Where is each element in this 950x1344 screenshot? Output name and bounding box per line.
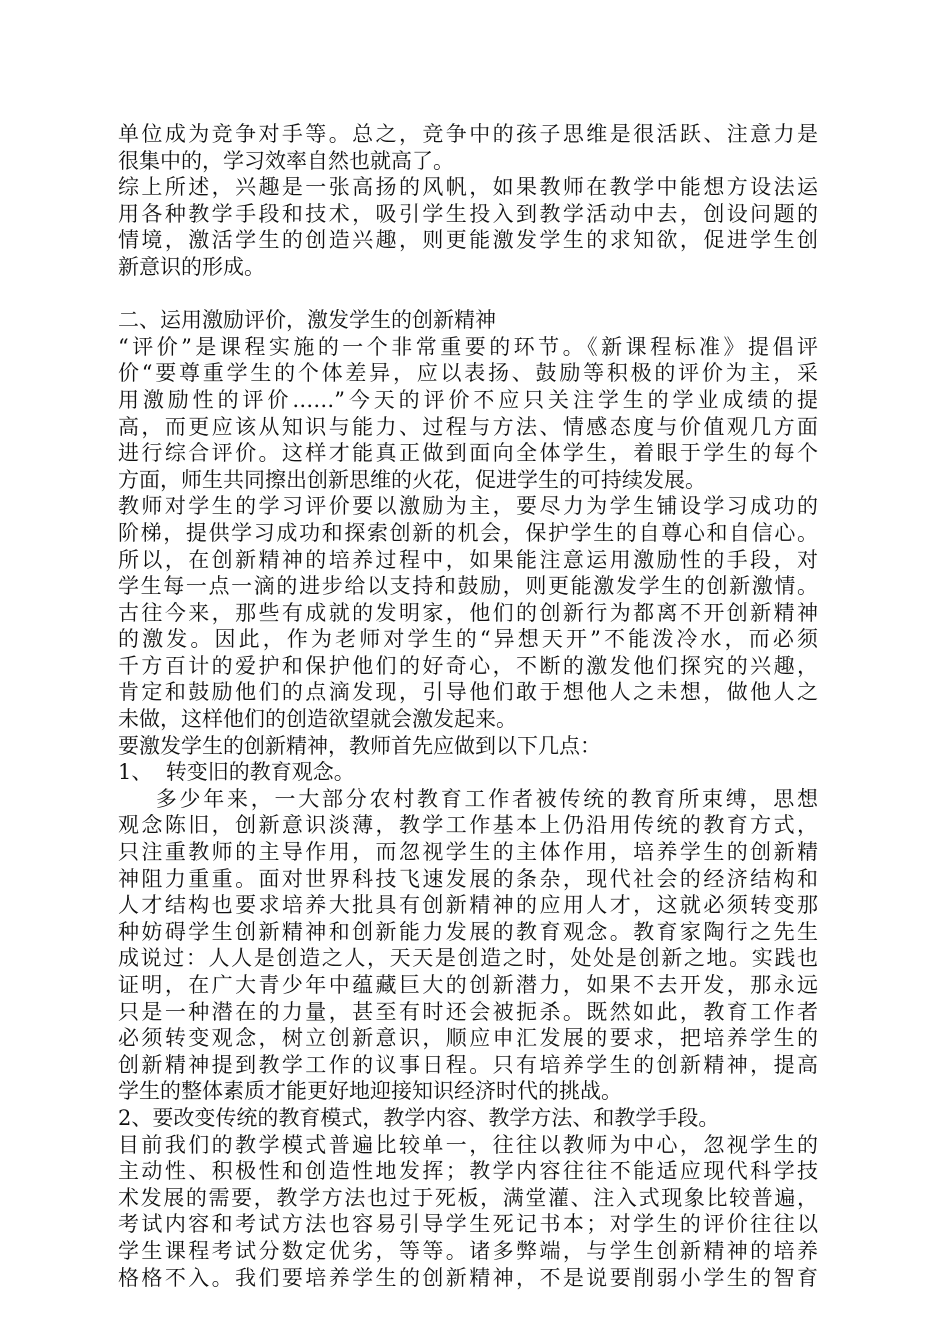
text-line: 创新精神提到教学工作的议事日程。只有培养学生的创新精神，提高 <box>118 1052 818 1077</box>
text-line: 进行综合评价。这样才能真正做到面向全体学生，着眼于学生的每个 <box>118 441 818 466</box>
text-line: 目前我们的教学模式普遍比较单一，往往以教师为中心，忽视学生的 <box>118 1132 818 1157</box>
text-line: 只是一种潜在的力量，甚至有时还会被扼杀。既然如此，教育工作者 <box>118 999 818 1024</box>
text-line: 只注重教师的主导作用，而忽视学生的主体作用，培养学生的创新精 <box>118 840 818 865</box>
text-line: 高，而更应该从知识与能力、过程与方法、情感态度与价值观几方面 <box>118 414 818 439</box>
text-line: 2、要改变传统的教育模式，教学内容、教学方法、和教学手段。 <box>118 1105 720 1130</box>
text-line: 格格不入。我们要培养学生的创新精神，不是说要削弱小学生的智育 <box>118 1265 818 1290</box>
text-line: 很集中的，学习效率自然也就高了。 <box>118 148 454 173</box>
text-line: 证明，在广大青少年中蕴藏巨大的创新潜力，如果不去开发，那永远 <box>118 973 818 997</box>
blank-line <box>118 281 818 308</box>
text-line: 观念陈旧，创新意识淡薄，教学工作基本上仍沿用传统的教育方式， <box>118 813 818 838</box>
text-line: 情境，激活学生的创造兴趣，则更能激发学生的求知欲，促进学生创 <box>118 228 818 253</box>
text-line: 学生每一点一滴的进步给以支持和鼓励，则更能激发学生的创新激情。 <box>118 574 818 599</box>
text-line: 神阻力重重。面对世界科技飞速发展的条杂，现代社会的经济结构和 <box>118 866 818 891</box>
text-line: “评价”是课程实施的一个非常重要的环节。《新课程标准》提倡评 <box>118 334 818 359</box>
text-line: 未做，这样他们的创造欲望就会激发起来。 <box>118 707 517 732</box>
text-line: 二、运用激励评价，激发学生的创新精神 <box>118 308 496 333</box>
text-line: 的激发。因此，作为老师对学生的“异想天开”不能泼冷水，而必须 <box>118 627 818 652</box>
text-line: 用激励性的评价……”今天的评价不应只关注学生的学业成绩的提 <box>118 387 818 412</box>
text-line: 要激发学生的创新精神，教师首先应做到以下几点： <box>118 733 601 758</box>
text-line: 用各种教学手段和技术，吸引学生投入到教学活动中去，创设问题的 <box>118 201 818 226</box>
text-line: 多少年来，一大部分农村教育工作者被传统的教育所束缚，思想 <box>118 786 818 811</box>
text-line: 考试内容和考试方法也容易引导学生死记书本；对学生的评价往往以 <box>118 1212 818 1237</box>
text-line: 所以，在创新精神的培养过程中，如果能注意运用激励性的手段，对 <box>118 547 818 572</box>
text-line: 千方百计的爱护和保护他们的好奇心，不断的激发他们探究的兴趣， <box>118 653 818 678</box>
text-line: 主动性、积极性和创造性地发挥；教学内容往往不能适应现代科学技 <box>118 1159 818 1184</box>
text-line: 单位成为竞争对手等。总之，竞争中的孩子思维是很活跃、注意力是 <box>118 122 818 146</box>
text-line: 1、 转变旧的教育观念。 <box>118 760 355 785</box>
text-line: 新意识的形成。 <box>118 254 265 279</box>
document-page <box>118 121 818 1291</box>
text-line: 人才结构也要求培养大批具有创新精神的应用人才，这就必须转变那 <box>118 893 818 918</box>
text-line: 成说过：人人是创造之人，天天是创造之时，处处是创新之地。实践也 <box>118 946 818 971</box>
text-line: 术发展的需要，教学方法也过于死板，满堂灌、注入式现象比较普遍， <box>118 1185 818 1210</box>
text-line: 学生课程考试分数定优劣，等等。诸多弊端，与学生创新精神的培养 <box>118 1238 818 1263</box>
text-line: 肯定和鼓励他们的点滴发现，引导他们敢于想他人之未想，做他人之 <box>118 680 818 705</box>
text-line: 必须转变观念，树立创新意识，顺应申汇发展的要求，把培养学生的 <box>118 1026 818 1051</box>
text-line: 方面，师生共同擦出创新思维的火花，促进学生的可持续发展。 <box>118 467 706 492</box>
text-line: 学生的整体素质才能更好地迎接知识经济时代的挑战。 <box>118 1079 622 1104</box>
text-line: 阶梯，提供学习成功和探索创新的机会，保护学生的自尊心和自信心。 <box>118 520 818 545</box>
text-line: 教师对学生的学习评价要以激励为主，要尽力为学生铺设学习成功的 <box>118 494 818 519</box>
text-line: 综上所述，兴趣是一张高扬的风帆，如果教师在教学中能想方设法运 <box>118 175 818 200</box>
text-line: 价“要尊重学生的个体差异，应以表扬、鼓励等积极的评价为主，采 <box>118 361 818 386</box>
text-line: 种妨碍学生创新精神和创新能力发展的教育观念。教育家陶行之先生 <box>118 919 818 944</box>
text-line: 古往今来，那些有成就的发明家，他们的创新行为都离不开创新精神 <box>118 600 818 625</box>
